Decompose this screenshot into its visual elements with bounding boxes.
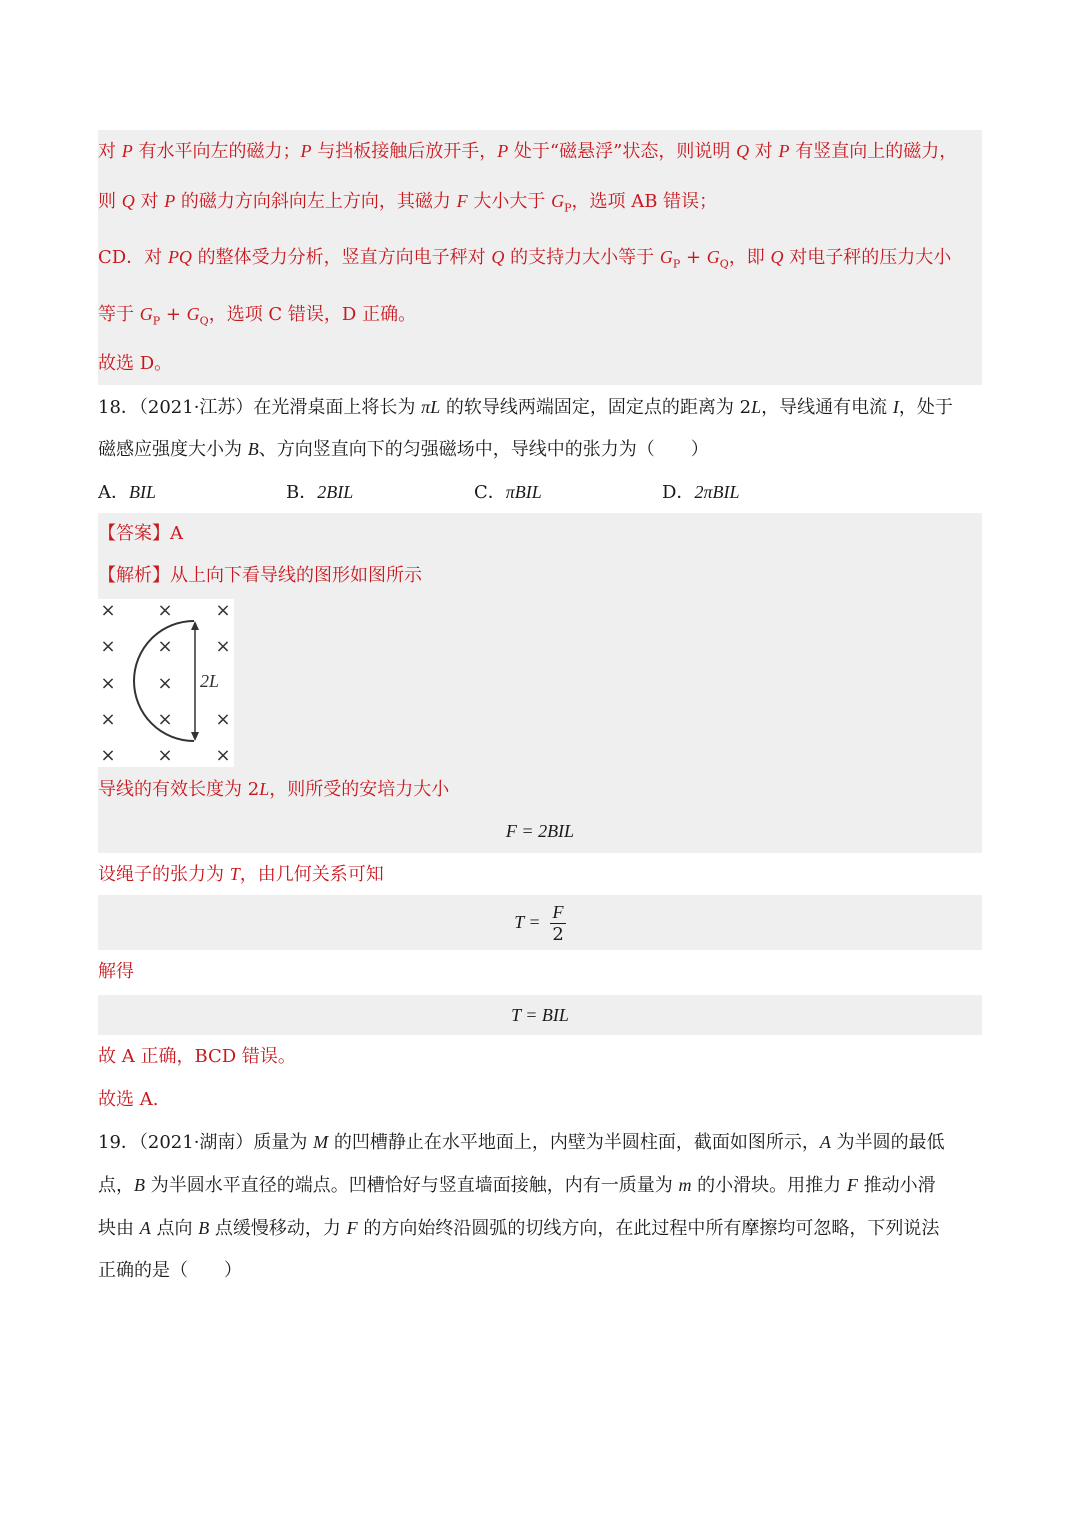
answer-continuation-block	[98, 130, 982, 385]
solve-line: 解得	[98, 961, 134, 982]
answer-line: 【答案】A	[98, 523, 183, 544]
option-b: B．2BIL	[286, 482, 354, 503]
question-18-line-2: 磁感应强度大小为 B、方向竖直向下的匀强磁场中，导线中的张力为（ ）	[98, 439, 709, 460]
option-c: C．πBIL	[474, 482, 542, 503]
magnetic-field-cross-icon: ×	[100, 600, 116, 621]
question-19-line-3: 块由 A 点向 B 点缓慢移动，力 F 的方向始终沿圆弧的切线方向，在此过程中所有摩擦均可忽略，下列说法	[98, 1218, 940, 1239]
magnetic-field-cross-icon: ×	[100, 673, 116, 694]
analysis-line: 【解析】从上向下看导线的图形如图所示	[98, 565, 422, 586]
magnetic-field-cross-icon: ×	[157, 745, 173, 766]
tension-line: 设绳子的张力为 T，由几何关系可知	[98, 864, 384, 885]
magnetic-field-cross-icon: ×	[157, 673, 173, 694]
magnetic-field-cross-icon: ×	[215, 709, 231, 730]
fraction: $\frac{F}{2}$	[552, 901, 564, 945]
option-a: A．BIL	[98, 482, 156, 503]
magnetic-field-cross-icon: ×	[100, 709, 116, 730]
text-line: CD．对 PQ 的整体受力分析，竖直方向电子秤对 Q 的支持力大小等于 $G_P + G_Q$，即 Q 对电子秤的压力大小	[98, 247, 952, 271]
question-18-line-1: 18．（2021·江苏）在光滑桌面上将长为 πL 的软导线两端固定，固定点的距离为 2L，导线通有电流 I，处于	[98, 397, 953, 418]
equation-ampere-force: F = 2BIL	[505, 821, 575, 841]
text-line: 等于 $G_P + G_Q$，选项 C 错误，D 正确。	[98, 304, 417, 328]
magnetic-field-cross-icon: ×	[215, 636, 231, 657]
magnetic-field-cross-icon: ×	[157, 636, 173, 657]
text-line: 则 Q 对 P 的磁力方向斜向左上方向，其磁力 F 大小大于 $G_P$，选项 AB 错误；	[98, 191, 718, 215]
magnetic-field-cross-icon: ×	[215, 600, 231, 621]
equation-result: T = BIL	[511, 1005, 569, 1025]
equation-tension-block	[98, 895, 982, 950]
text-line: 对 P 有水平向左的磁力；P 与挡板接触后放开手，P 处于“磁悬浮”状态，则说明 Q 对 P 有竖直向上的磁力，	[98, 141, 958, 162]
question-19-line-4: 正确的是（ ）	[98, 1260, 242, 1281]
option-d: D．2πBIL	[662, 482, 740, 503]
question-19-line-2: 点，B 为半圆水平直径的端点。凹槽恰好与竖直墙面接触，内有一质量为 m 的小滑块。用推力 F 推动小滑	[98, 1175, 936, 1196]
magnetic-field-cross-icon: ×	[100, 636, 116, 657]
choose-line: 故选 A.	[98, 1089, 159, 1110]
magnetic-field-cross-icon: ×	[157, 600, 173, 621]
equation-tension: T = $\frac{F}{2}$	[514, 901, 564, 945]
magnetic-field-cross-icon: ×	[157, 709, 173, 730]
question-19-line-1: 19．（2021·湖南）质量为 M 的凹槽静止在水平地面上，内壁为半圆柱面，截面如图所示，A 为半圆的最低	[98, 1132, 945, 1153]
magnetic-field-cross-icon: ×	[100, 745, 116, 766]
text-line: 故选 D。	[98, 353, 173, 374]
equation-result-block	[98, 995, 982, 1035]
effective-length-line: 导线的有效长度为 2L，则所受的安培力大小	[98, 779, 450, 800]
conclusion-line: 故 A 正确，BCD 错误。	[98, 1046, 296, 1067]
length-label: 2L	[200, 671, 220, 691]
answer-block	[98, 513, 982, 853]
magnetic-field-wire-figure	[98, 599, 234, 767]
magnetic-field-cross-icon: ×	[215, 745, 231, 766]
